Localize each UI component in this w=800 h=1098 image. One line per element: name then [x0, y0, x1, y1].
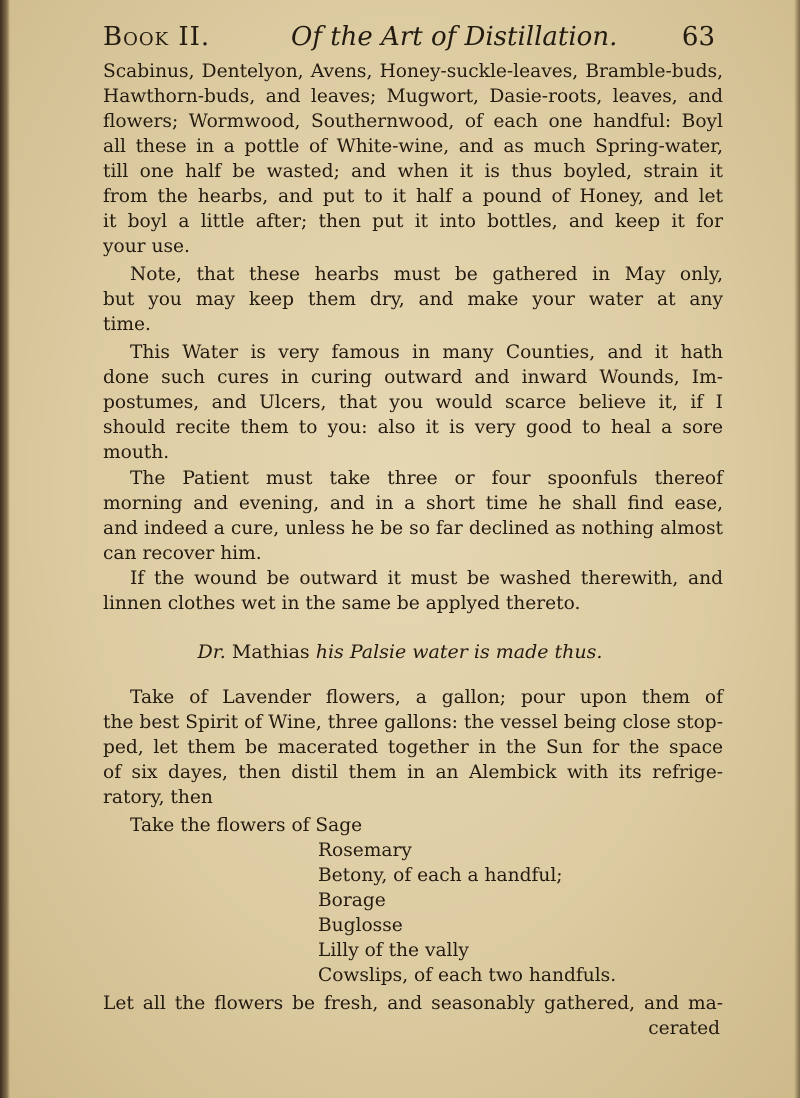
book-label: Book II.: [103, 22, 211, 52]
text-line: of six dayes, then distil them in an Alembick with its refrige-: [103, 762, 723, 783]
list-item: Lilly of the vally: [318, 940, 469, 961]
heading-rest: his Palsie water is made thus.: [315, 641, 603, 663]
text-line: ratory, then: [103, 787, 213, 808]
text-line: flowers; Wormwood, Southernwood, of each one handful: Boyl: [103, 111, 723, 132]
catchword: cerated: [648, 1018, 720, 1039]
list-item: Betony, of each a handful;: [318, 865, 563, 886]
text-line: till one half be wasted; and when it is thus boyled, strain it: [103, 161, 723, 182]
text-line: morning and evening, and in a short time he shall find ease,: [103, 493, 723, 514]
text-line: but you may keep them dry, and make your water at any: [103, 289, 723, 310]
page-number: 63: [681, 22, 715, 52]
text-line: all these in a pottle of White-wine, and as much Spring-water,: [103, 136, 723, 157]
text-line: ped, let them be macerated together in the Sun for the space: [103, 737, 723, 758]
running-header: [103, 18, 715, 58]
text-line: Let all the flowers be fresh, and seasonably gathered, and ma-: [103, 993, 723, 1014]
text-line: This Water is very famous in many Counties, and it hath: [130, 342, 723, 363]
text-line: done such cures in curing outward and inward Wounds, Im-: [103, 367, 723, 388]
list-item: Cowslips, of each two handfuls.: [318, 965, 617, 986]
text-line: postumes, and Ulcers, that you would scarce believe it, if I: [103, 392, 723, 413]
text-line: and indeed a cure, unless he be so far declined as nothing almost: [103, 518, 723, 539]
section-heading: [0, 641, 800, 663]
text-line: If the wound be outward it must be washed therewith, and: [130, 568, 723, 589]
running-title: Of the Art of Distillation.: [291, 22, 618, 52]
text-line: your use.: [103, 236, 190, 257]
text-line: it boyl a little after; then put it into bottles, and keep it for: [103, 211, 723, 232]
text-line: Take of Lavender flowers, a gallon; pour upon them of: [130, 687, 723, 708]
heading-dr: Dr.: [197, 641, 226, 663]
list-item: Borage: [318, 890, 386, 911]
list-item: Rosemary: [318, 840, 412, 861]
text-line: can recover him.: [103, 543, 262, 564]
text-line: should recite them to you: also it is very good to heal a sore: [103, 417, 723, 438]
page-edge-shadow: [794, 0, 800, 1098]
text-line: Hawthorn-buds, and leaves; Mugwort, Dasie-roots, leaves, and: [103, 86, 723, 107]
book-spine-shadow: [0, 0, 10, 1098]
list-heading: Take the flowers of Sage: [130, 815, 363, 836]
text-line: from the hearbs, and put to it half a pound of Honey, and let: [103, 186, 723, 207]
text-line: The Patient must take three or four spoonfuls thereof: [130, 468, 723, 489]
heading-name: Mathias: [231, 641, 310, 663]
text-line: the best Spirit of Wine, three gallons: the vessel being close stop-: [103, 712, 723, 733]
text-line: linnen clothes wet in the same be applyed thereto.: [103, 593, 581, 614]
text-line: Note, that these hearbs must be gathered in May only,: [130, 264, 723, 285]
list-item: Buglosse: [318, 915, 403, 936]
text-line: mouth.: [103, 442, 170, 463]
text-line: Scabinus, Dentelyon, Avens, Honey-suckle-leaves, Bramble-buds,: [103, 61, 723, 82]
text-line: time.: [103, 314, 151, 335]
